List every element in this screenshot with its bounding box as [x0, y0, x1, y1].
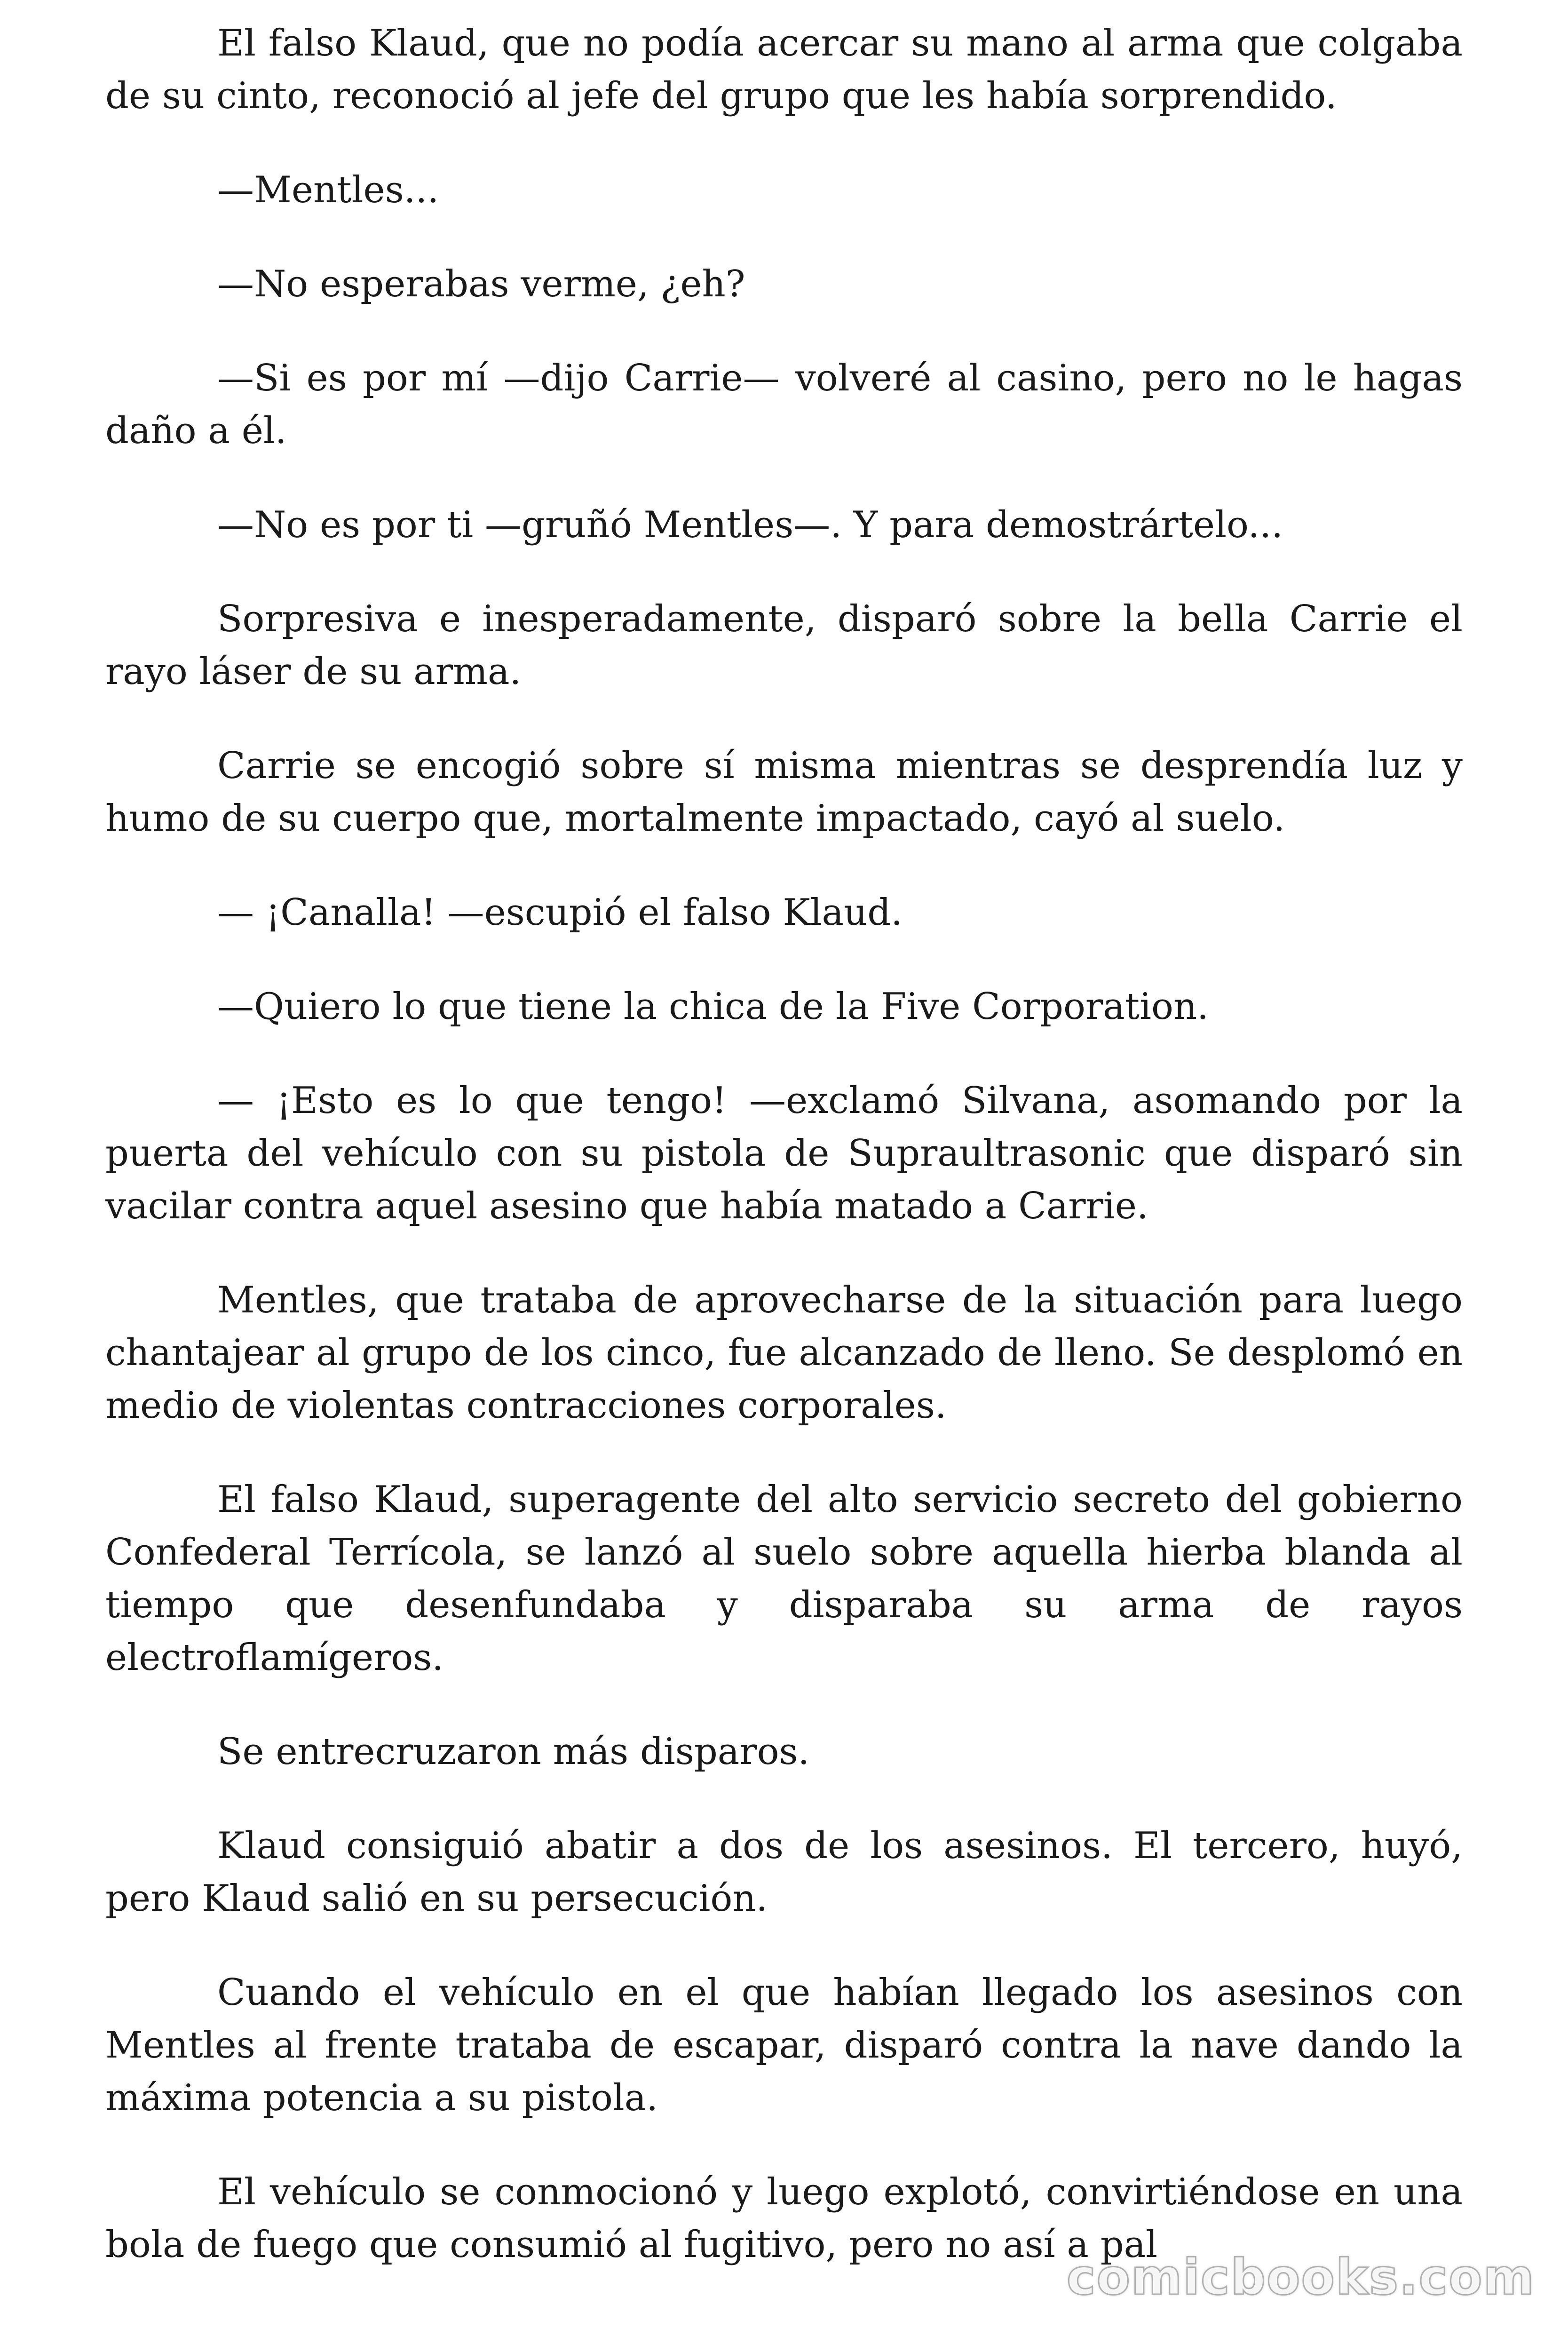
watermark: comicbooks.com — [1066, 2249, 1535, 2306]
paragraph: El falso Klaud, que no podía acercar su mano al arma que colgaba de su cinto, reconoció al jefe del grupo que les había sorprendido. — [105, 22, 1463, 117]
paragraph: — ¡Canalla! —escupió el falso Klaud. — [217, 891, 903, 934]
paragraph: Sorpresiva e inesperadamente, disparó sobre la bella Carrie el rayo láser de su arma. — [105, 598, 1463, 693]
paragraph: El vehículo se conmocionó y luego explotó, convirtiéndose en una bola de fuego que consumió al fugitivo, pero no así a pal — [105, 2171, 1463, 2266]
paragraph: Cuando el vehículo en el que habían llegado los asesinos con Mentles al frente trataba de escapar, disparó contra la nave dando la máxima potencia a su pistola. — [105, 1971, 1463, 2119]
paragraph: Klaud consiguió abatir a dos de los asesinos. El tercero, huyó, pero Klaud salió en su persecución. — [105, 1825, 1463, 1920]
paragraph: Mentles, que trataba de aprovecharse de la situación para luego chantajear al grupo de los cinco, fue alcanzado de lleno. Se desplomó en medio de violentas contracciones corporales. — [105, 1279, 1463, 1427]
paragraph: —Mentles... — [217, 169, 439, 211]
paragraph: El falso Klaud, superagente del alto servicio secreto del gobierno Confederal Terrícola, se lanzó al suelo sobre aquella hierba blanda al tiempo que desenfundaba y disparaba su arma de rayos electroflamígeros. — [105, 1478, 1463, 1679]
paragraph: Se entrecruzaron más disparos. — [217, 1731, 810, 1773]
paragraph: — ¡Esto es lo que tengo! —exclamó Silvana, asomando por la puerta del vehículo con su pistola de Supraultrasonic que disparó sin vacilar contra aquel asesino que había matado a Carrie. — [105, 1080, 1463, 1227]
paragraph: —Quiero lo que tiene la chica de la Five Corporation. — [217, 985, 1209, 1028]
paragraph: —Si es por mí —dijo Carrie— volveré al casino, pero no le hagas daño a él. — [105, 357, 1463, 452]
paragraph: —No esperabas verme, ¿eh? — [217, 263, 745, 305]
book-page — [105, 17, 1463, 2312]
paragraph: —No es por ti —gruñó Mentles—. Y para demostrártelo... — [217, 504, 1283, 546]
paragraph: Carrie se encogió sobre sí misma mientras se desprendía luz y humo de su cuerpo que, mortalmente impactado, cayó al suelo. — [105, 745, 1463, 840]
